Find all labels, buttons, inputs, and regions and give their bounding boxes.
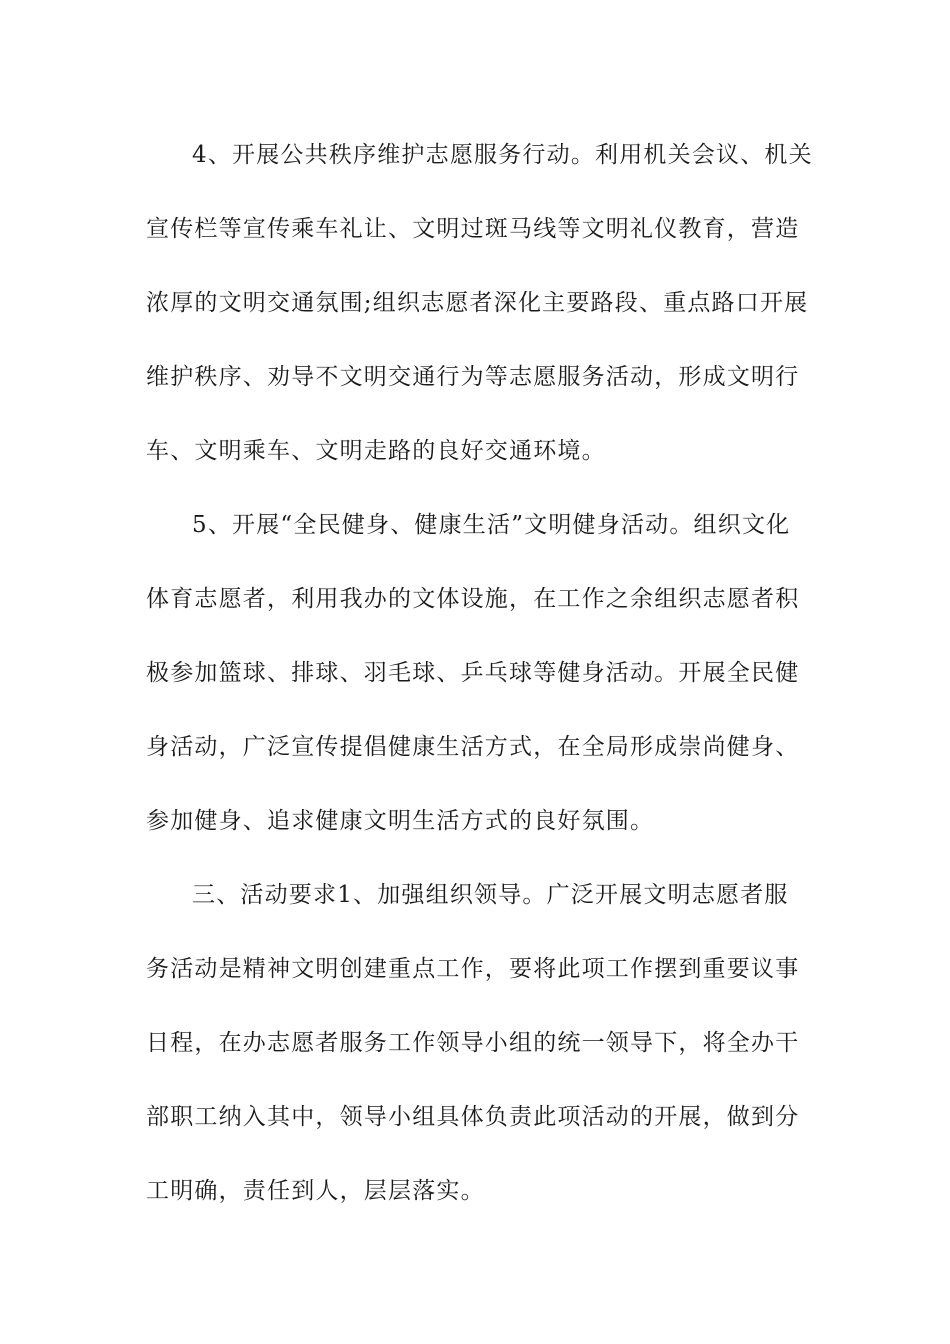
text-line: 宣传栏等宣传乘车礼让、文明过斑马线等文明礼仪教育，营造	[146, 216, 800, 242]
text-line: 部职工纳入其中，领导小组具体负责此项活动的开展，做到分	[146, 1104, 800, 1130]
text-line: 极参加篮球、排球、羽毛球、乒乓球等健身活动。开展全民健	[146, 660, 800, 686]
text-line: 5、开展“全民健身、健康生活”文明健身活动。组织文化	[192, 512, 791, 538]
document-body	[146, 118, 813, 1228]
text-line: 体育志愿者，利用我办的文体设施，在工作之余组织志愿者积	[146, 586, 800, 612]
text-line: 日程，在办志愿者服务工作领导小组的统一领导下，将全办干	[146, 1030, 800, 1056]
paragraph-public-order	[146, 118, 813, 488]
text-line: 车、文明乘车、文明走路的良好交通环境。	[146, 438, 606, 464]
text-line: 参加健身、追求健康文明生活方式的良好氛围。	[146, 808, 655, 834]
text-line: 身活动，广泛宣传提倡健康生活方式，在全局形成崇尚健身、	[146, 734, 800, 760]
text-line: 三、活动要求1、加强组织领导。广泛开展文明志愿者服	[192, 882, 789, 908]
text-line: 浓厚的文明交通氛围;组织志愿者深化主要路段、重点路口开展	[146, 290, 809, 316]
text-line: 务活动是精神文明创建重点工作，要将此项工作摆到重要议事	[146, 956, 800, 982]
paragraph-fitness	[146, 488, 806, 858]
paragraph-requirements	[146, 858, 806, 1228]
text-line: 4、开展公共秩序维护志愿服务行动。利用机关会议、机关	[192, 142, 813, 168]
text-line: 工明确，责任到人，层层落实。	[146, 1178, 485, 1204]
text-line: 维护秩序、劝导不文明交通行为等志愿服务活动，形成文明行	[146, 364, 800, 390]
